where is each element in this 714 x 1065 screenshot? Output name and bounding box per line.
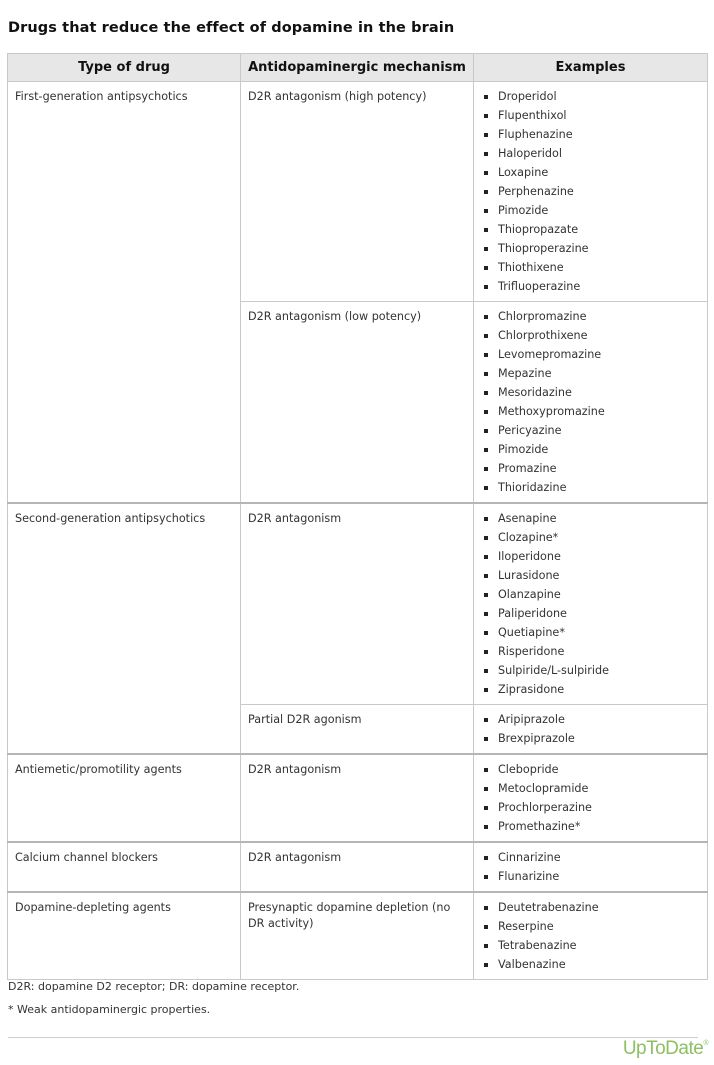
bullet-icon <box>484 650 488 654</box>
list-item <box>481 423 700 442</box>
bullet-icon <box>484 133 488 137</box>
drug-name: Trifluoperazine <box>498 280 581 293</box>
mechanism-cell: D2R antagonism <box>241 503 474 705</box>
bullet-icon <box>484 631 488 635</box>
bullet-icon <box>484 410 488 414</box>
mechanism-cell: D2R antagonism <box>241 842 474 892</box>
header-examples: Examples <box>474 54 708 82</box>
list-item <box>481 328 700 347</box>
registered-mark: ® <box>703 1040 708 1047</box>
drug-name: Asenapine <box>498 512 557 525</box>
drug-name: Cinnarizine <box>498 851 561 864</box>
list-item <box>481 511 700 530</box>
mechanism-cell: Presynaptic dopamine depletion (no DR activity) <box>241 892 474 980</box>
examples-list <box>481 900 700 976</box>
drug-table <box>7 53 708 980</box>
bullet-icon <box>484 856 488 860</box>
mechanism-cell: D2R antagonism (high potency) <box>241 82 474 302</box>
list-item <box>481 712 700 731</box>
drug-name: Promethazine* <box>498 820 581 833</box>
list-item <box>481 606 700 625</box>
footer-divider <box>8 1037 698 1038</box>
list-item <box>481 549 700 568</box>
drug-name: Pericyazine <box>498 424 562 437</box>
list-item <box>481 919 700 938</box>
bullet-icon <box>484 266 488 270</box>
bullet-icon <box>484 574 488 578</box>
bullet-icon <box>484 737 488 741</box>
bullet-icon <box>484 612 488 616</box>
bullet-icon <box>484 315 488 319</box>
list-item <box>481 682 700 701</box>
bullet-icon <box>484 448 488 452</box>
mechanism-cell: D2R antagonism <box>241 754 474 842</box>
drug-name: Reserpine <box>498 920 554 933</box>
drug-name: Quetiapine* <box>498 626 565 639</box>
drug-name: Thiopropazate <box>498 223 579 236</box>
bullet-icon <box>484 555 488 559</box>
examples-cell <box>474 842 708 892</box>
list-item <box>481 869 700 888</box>
bullet-icon <box>484 391 488 395</box>
bullet-icon <box>484 372 488 376</box>
list-item <box>481 385 700 404</box>
drug-name: Flunarizine <box>498 870 560 883</box>
list-item <box>481 781 700 800</box>
drug-name: Brexpiprazole <box>498 732 575 745</box>
list-item <box>481 184 700 203</box>
bullet-icon <box>484 190 488 194</box>
list-item <box>481 938 700 957</box>
bullet-icon <box>484 171 488 175</box>
bullet-icon <box>484 944 488 948</box>
examples-cell <box>474 302 708 504</box>
list-item <box>481 108 700 127</box>
drug-name: Prochlorperazine <box>498 801 592 814</box>
table-row <box>8 503 708 705</box>
drug-name: Pimozide <box>498 443 549 456</box>
drug-name: Tetrabenazine <box>498 939 577 952</box>
bullet-icon <box>484 787 488 791</box>
drug-type-cell: Second-generation antipsychotics <box>8 503 241 754</box>
drug-name: Thioridazine <box>498 481 567 494</box>
bullet-icon <box>484 486 488 490</box>
list-item <box>481 800 700 819</box>
bullet-icon <box>484 963 488 967</box>
list-item <box>481 568 700 587</box>
examples-list <box>481 850 700 888</box>
drug-name: Methoxypromazine <box>498 405 605 418</box>
list-item <box>481 900 700 919</box>
drug-name: Mesoridazine <box>498 386 572 399</box>
drug-type-cell: Antiemetic/promotility agents <box>8 754 241 842</box>
bullet-icon <box>484 806 488 810</box>
table-row <box>8 892 708 980</box>
examples-list <box>481 89 700 298</box>
bullet-icon <box>484 669 488 673</box>
list-item <box>481 89 700 108</box>
bullet-icon <box>484 467 488 471</box>
drug-name: Ziprasidone <box>498 683 565 696</box>
drug-name: Aripiprazole <box>498 713 565 726</box>
bullet-icon <box>484 875 488 879</box>
list-item <box>481 731 700 750</box>
bullet-icon <box>484 429 488 433</box>
examples-list <box>481 762 700 838</box>
list-item <box>481 404 700 423</box>
table-row <box>8 842 708 892</box>
drug-name: Risperidone <box>498 645 565 658</box>
drug-name: Flupenthixol <box>498 109 567 122</box>
list-item <box>481 442 700 461</box>
table-row <box>8 82 708 302</box>
list-item <box>481 530 700 549</box>
drug-name: Promazine <box>498 462 557 475</box>
drug-name: Pimozide <box>498 204 549 217</box>
header-type-of-drug: Type of drug <box>8 54 241 82</box>
list-item <box>481 309 700 328</box>
drug-name: Lurasidone <box>498 569 560 582</box>
bullet-icon <box>484 285 488 289</box>
bullet-icon <box>484 536 488 540</box>
examples-cell <box>474 82 708 302</box>
drug-name: Paliperidone <box>498 607 567 620</box>
list-item <box>481 146 700 165</box>
drug-name: Clozapine* <box>498 531 559 544</box>
drug-name: Clebopride <box>498 763 559 776</box>
drug-name: Chlorpromazine <box>498 310 587 323</box>
list-item <box>481 625 700 644</box>
list-item <box>481 480 700 499</box>
examples-cell <box>474 503 708 705</box>
bullet-icon <box>484 688 488 692</box>
drug-name: Valbenazine <box>498 958 566 971</box>
list-item <box>481 461 700 480</box>
drug-name: Loxapine <box>498 166 549 179</box>
drug-name: Perphenazine <box>498 185 574 198</box>
examples-list <box>481 712 700 750</box>
drug-name: Thiothixene <box>498 261 564 274</box>
uptodate-logo <box>623 1038 708 1060</box>
list-item <box>481 644 700 663</box>
drug-name: Droperidol <box>498 90 557 103</box>
list-item <box>481 165 700 184</box>
bullet-icon <box>484 906 488 910</box>
list-item <box>481 260 700 279</box>
list-item <box>481 347 700 366</box>
drug-name: Fluphenazine <box>498 128 573 141</box>
drug-type-cell: Calcium channel blockers <box>8 842 241 892</box>
drug-name: Iloperidone <box>498 550 561 563</box>
drug-name: Levomepromazine <box>498 348 602 361</box>
examples-list <box>481 309 700 499</box>
list-item <box>481 762 700 781</box>
list-item <box>481 366 700 385</box>
drug-name: Olanzapine <box>498 588 561 601</box>
list-item <box>481 203 700 222</box>
logo-text: UpToDate <box>622 1038 704 1059</box>
page-title: Drugs that reduce the effect of dopamine in the brain <box>8 20 455 36</box>
drug-name: Sulpiride/L-sulpiride <box>498 664 609 677</box>
list-item <box>481 279 700 298</box>
drug-name: Mepazine <box>498 367 552 380</box>
bullet-icon <box>484 353 488 357</box>
drug-name: Haloperidol <box>498 147 562 160</box>
table-header-row <box>8 54 708 82</box>
list-item <box>481 957 700 976</box>
footnote-abbreviations: D2R: dopamine D2 receptor; DR: dopamine receptor. <box>8 980 300 993</box>
bullet-icon <box>484 95 488 99</box>
mechanism-cell: Partial D2R agonism <box>241 705 474 755</box>
list-item <box>481 127 700 146</box>
bullet-icon <box>484 825 488 829</box>
header-mechanism: Antidopaminergic mechanism <box>241 54 474 82</box>
bullet-icon <box>484 152 488 156</box>
drug-name: Thioproperazine <box>498 242 589 255</box>
list-item <box>481 241 700 260</box>
bullet-icon <box>484 718 488 722</box>
bullet-icon <box>484 334 488 338</box>
bullet-icon <box>484 228 488 232</box>
drug-name: Metoclopramide <box>498 782 589 795</box>
drug-name: Chlorprothixene <box>498 329 588 342</box>
bullet-icon <box>484 247 488 251</box>
list-item <box>481 663 700 682</box>
examples-cell <box>474 705 708 755</box>
list-item <box>481 819 700 838</box>
examples-cell <box>474 892 708 980</box>
drug-type-cell: Dopamine-depleting agents <box>8 892 241 980</box>
list-item <box>481 850 700 869</box>
drug-name: Deutetrabenazine <box>498 901 599 914</box>
list-item <box>481 222 700 241</box>
examples-cell <box>474 754 708 842</box>
bullet-icon <box>484 114 488 118</box>
bullet-icon <box>484 593 488 597</box>
bullet-icon <box>484 517 488 521</box>
bullet-icon <box>484 925 488 929</box>
drug-type-cell: First-generation antipsychotics <box>8 82 241 504</box>
examples-list <box>481 511 700 701</box>
list-item <box>481 587 700 606</box>
bullet-icon <box>484 768 488 772</box>
table-row <box>8 754 708 842</box>
mechanism-cell: D2R antagonism (low potency) <box>241 302 474 504</box>
footnote-asterisk: * Weak antidopaminergic properties. <box>8 1003 211 1016</box>
bullet-icon <box>484 209 488 213</box>
